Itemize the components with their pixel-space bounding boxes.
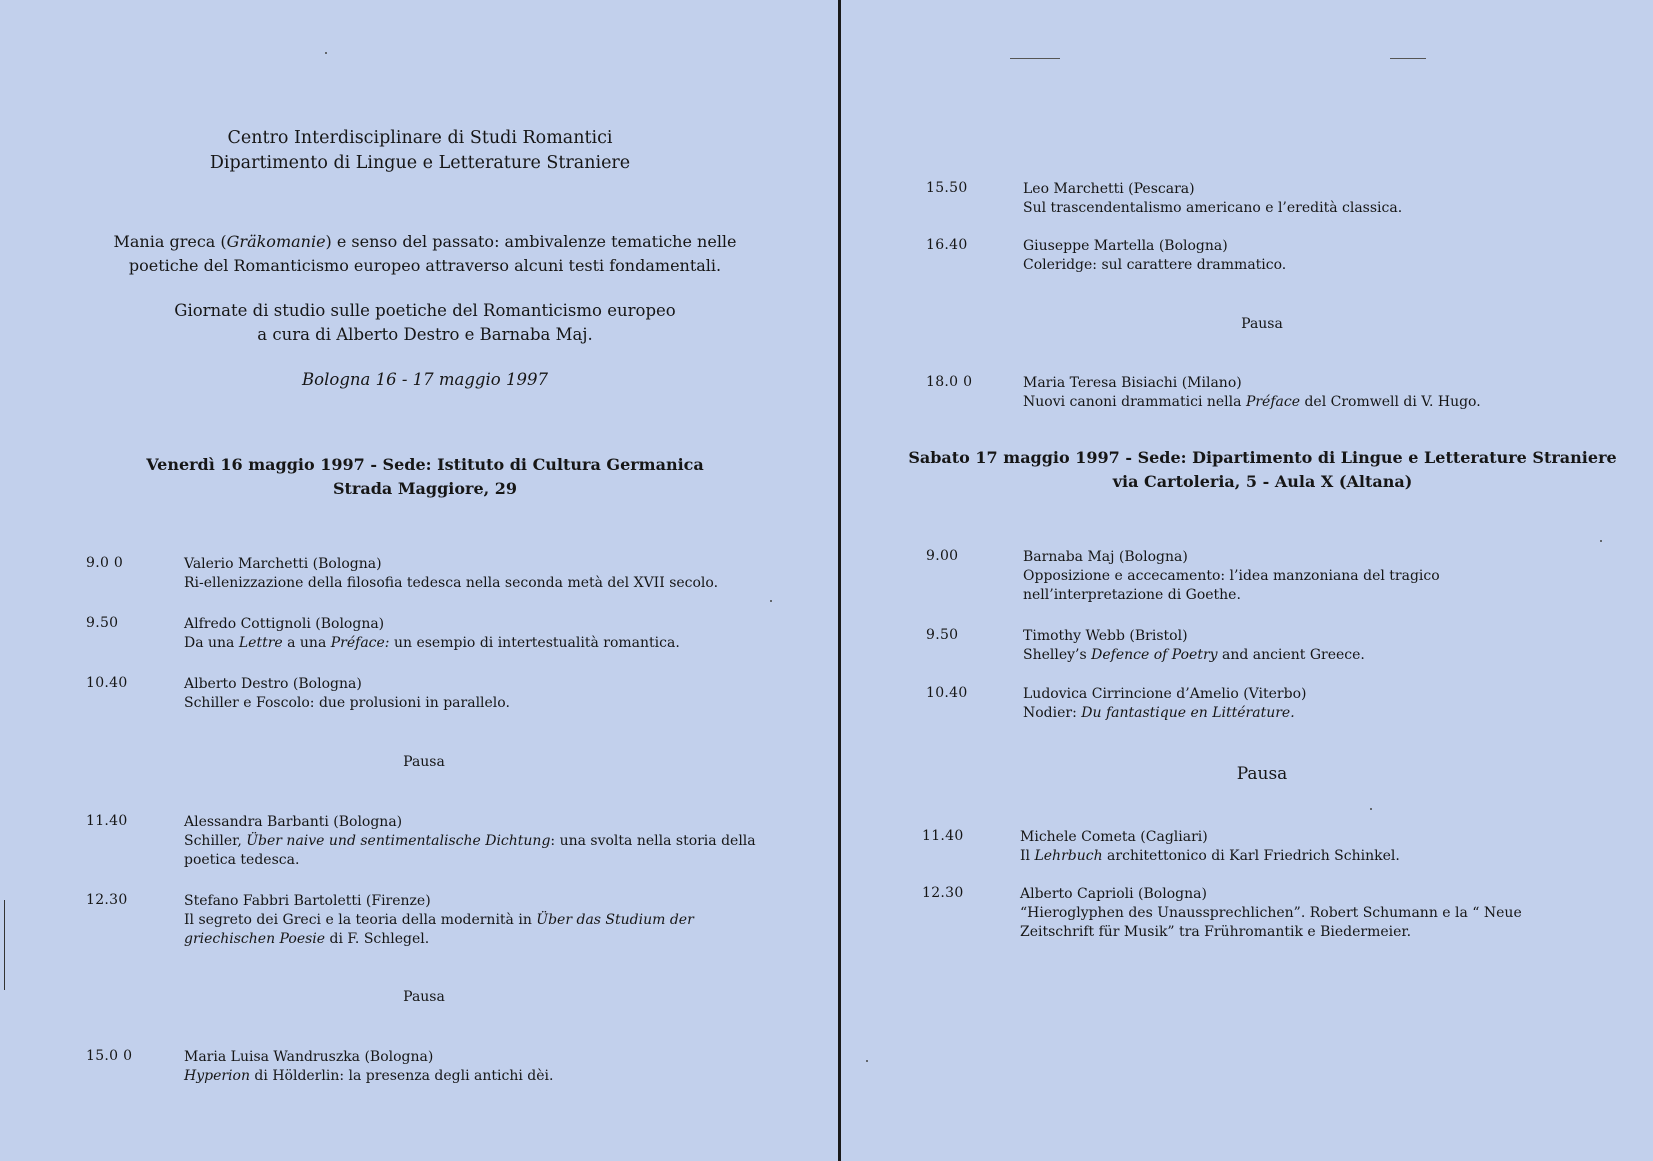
- talk-title: Da una Lettre a una Préface: un esempio di intertestualità romantica.: [184, 635, 680, 651]
- talk-entry: [184, 615, 774, 653]
- talk-entry: [1023, 685, 1603, 723]
- talk-entry: [184, 675, 774, 713]
- speaker-name: Stefano Fabbri Bartoletti (Firenze): [184, 893, 431, 909]
- talk-entry: [184, 1048, 774, 1086]
- topic-line-1: Mania greca (Gräkomanie) e senso del passato: ambivalenze tematiche nelle: [113, 232, 737, 251]
- day-2-heading: [900, 446, 1625, 494]
- speaker-name: Alberto Destro (Bologna): [184, 676, 362, 692]
- talk-entry: [1020, 828, 1600, 866]
- speaker-name: Maria Teresa Bisiachi (Milano): [1023, 375, 1242, 391]
- talk-entry: [1023, 627, 1603, 665]
- talk-time: 11.40: [922, 828, 964, 844]
- talk-title: Il Lehrbuch architettonico di Karl Friedrich Schinkel.: [1020, 848, 1400, 864]
- scan-speck: [1600, 540, 1602, 542]
- speaker-name: Alfredo Cottignoli (Bologna): [184, 616, 385, 632]
- speaker-name: Valerio Marchetti (Bologna): [184, 556, 382, 572]
- scan-speck: [325, 52, 327, 54]
- talk-title: “Hieroglyphen des Unaussprechlichen”. Robert Schumann e la “ Neue Zeitschrift für Musik” tra Frühromantik e Biedermeier.: [1020, 905, 1522, 940]
- place-date: Bologna 16 - 17 maggio 1997: [302, 370, 548, 389]
- talk-title: Opposizione e accecamento: l’idea manzoniana del tragico nell’interpretazione di Goethe.: [1023, 568, 1440, 603]
- talk-time: 11.40: [86, 813, 128, 829]
- talk-entry: [184, 892, 764, 949]
- day-1-line-2: Strada Maggiore, 29: [332, 479, 518, 498]
- talk-entry: [1023, 237, 1603, 275]
- speaker-name: Giuseppe Martella (Bologna): [1023, 238, 1228, 254]
- talk-entry: [184, 813, 764, 870]
- day-2-line-1: Sabato 17 maggio 1997 - Sede: Dipartimento di Lingue e Letterature Straniere: [908, 448, 1617, 467]
- talk-entry: [1020, 885, 1580, 942]
- talk-entry: [1023, 180, 1603, 218]
- speaker-name: Maria Luisa Wandruszka (Bologna): [184, 1049, 434, 1065]
- pausa-label: Pausa: [403, 754, 445, 770]
- talk-title: Nuovi canoni drammatici nella Préface del Cromwell di V. Hugo.: [1023, 394, 1481, 410]
- talk-entry: [1023, 374, 1603, 412]
- header-line-1: Centro Interdisciplinare di Studi Romantici: [227, 128, 613, 148]
- speaker-name: Alessandra Barbanti (Bologna): [184, 814, 403, 830]
- talk-time: 9.00: [926, 548, 959, 564]
- talk-time: 16.40: [926, 237, 968, 253]
- pausa-label: Pausa: [1241, 316, 1283, 332]
- pausa-label: Pausa: [1236, 764, 1288, 784]
- talk-entry: [184, 555, 774, 593]
- talk-time: 9.0 0: [86, 555, 124, 571]
- speaker-name: Leo Marchetti (Pescara): [1023, 181, 1195, 197]
- topic-line-2: poetiche del Romanticismo europeo attraverso alcuni testi fondamentali.: [128, 256, 722, 275]
- talk-time: 15.0 0: [86, 1048, 133, 1064]
- talk-time: 12.30: [922, 885, 964, 901]
- speaker-name: Timothy Webb (Bristol): [1023, 628, 1188, 644]
- talk-time: 10.40: [926, 685, 968, 701]
- talk-time: 9.50: [926, 627, 959, 643]
- speaker-name: Michele Cometa (Cagliari): [1020, 829, 1208, 845]
- intro-line-2: a cura di Alberto Destro e Barnaba Maj.: [257, 325, 593, 344]
- day-1-heading: [110, 453, 740, 501]
- left-header: [120, 126, 720, 176]
- speaker-name: Ludovica Cirrincione d’Amelio (Viterbo): [1023, 686, 1307, 702]
- day-1-line-1: Venerdì 16 maggio 1997 - Sede: Istituto di Cultura Germanica: [146, 455, 704, 474]
- talk-time: 9.50: [86, 615, 119, 631]
- pausa-label: Pausa: [403, 989, 445, 1005]
- intro-line-1: Giornate di studio sulle poetiche del Romanticismo europeo: [174, 301, 676, 320]
- intro: [120, 299, 730, 347]
- talk-title: Schiller, Über naive und sentimentalische Dichtung: una svolta nella storia della poetica tedesca.: [184, 833, 756, 868]
- scan-speck: [866, 1060, 868, 1062]
- topic-title: [80, 230, 770, 278]
- page-spine: [838, 0, 841, 1161]
- talk-time: 15.50: [926, 180, 968, 196]
- scan-mark: [1390, 58, 1426, 59]
- talk-time: 18.0 0: [926, 374, 973, 390]
- talk-time: 10.40: [86, 675, 128, 691]
- talk-title: Shelley’s Defence of Poetry and ancient Greece.: [1023, 647, 1365, 663]
- day-2-line-2: via Cartoleria, 5 - Aula X (Altana): [1112, 472, 1413, 491]
- talk-entry: [1023, 548, 1583, 605]
- talk-title: Schiller e Foscolo: due prolusioni in parallelo.: [184, 695, 510, 711]
- talk-title: Coleridge: sul carattere drammatico.: [1023, 257, 1287, 273]
- scan-edge: [4, 900, 5, 990]
- talk-title: Ri-ellenizzazione della filosofia tedesca nella seconda metà del XVII secolo.: [184, 575, 719, 591]
- speaker-name: Barnaba Maj (Bologna): [1023, 549, 1188, 565]
- speaker-name: Alberto Caprioli (Bologna): [1020, 886, 1207, 902]
- talk-time: 12.30: [86, 892, 128, 908]
- scan-speck: [1370, 808, 1372, 810]
- talk-title: Nodier: Du fantastique en Littérature.: [1023, 705, 1295, 721]
- talk-title: Hyperion di Hölderlin: la presenza degli antichi dèi.: [184, 1068, 554, 1084]
- talk-title: Il segreto dei Greci e la teoria della modernità in Über das Studium der griechischen Poesie di F. Schlegel.: [184, 912, 694, 947]
- scan-mark: [1010, 58, 1060, 59]
- scan-speck: [770, 600, 772, 602]
- header-line-2: Dipartimento di Lingue e Letterature Straniere: [209, 153, 631, 173]
- talk-title: Sul trascendentalismo americano e l’eredità classica.: [1023, 200, 1403, 216]
